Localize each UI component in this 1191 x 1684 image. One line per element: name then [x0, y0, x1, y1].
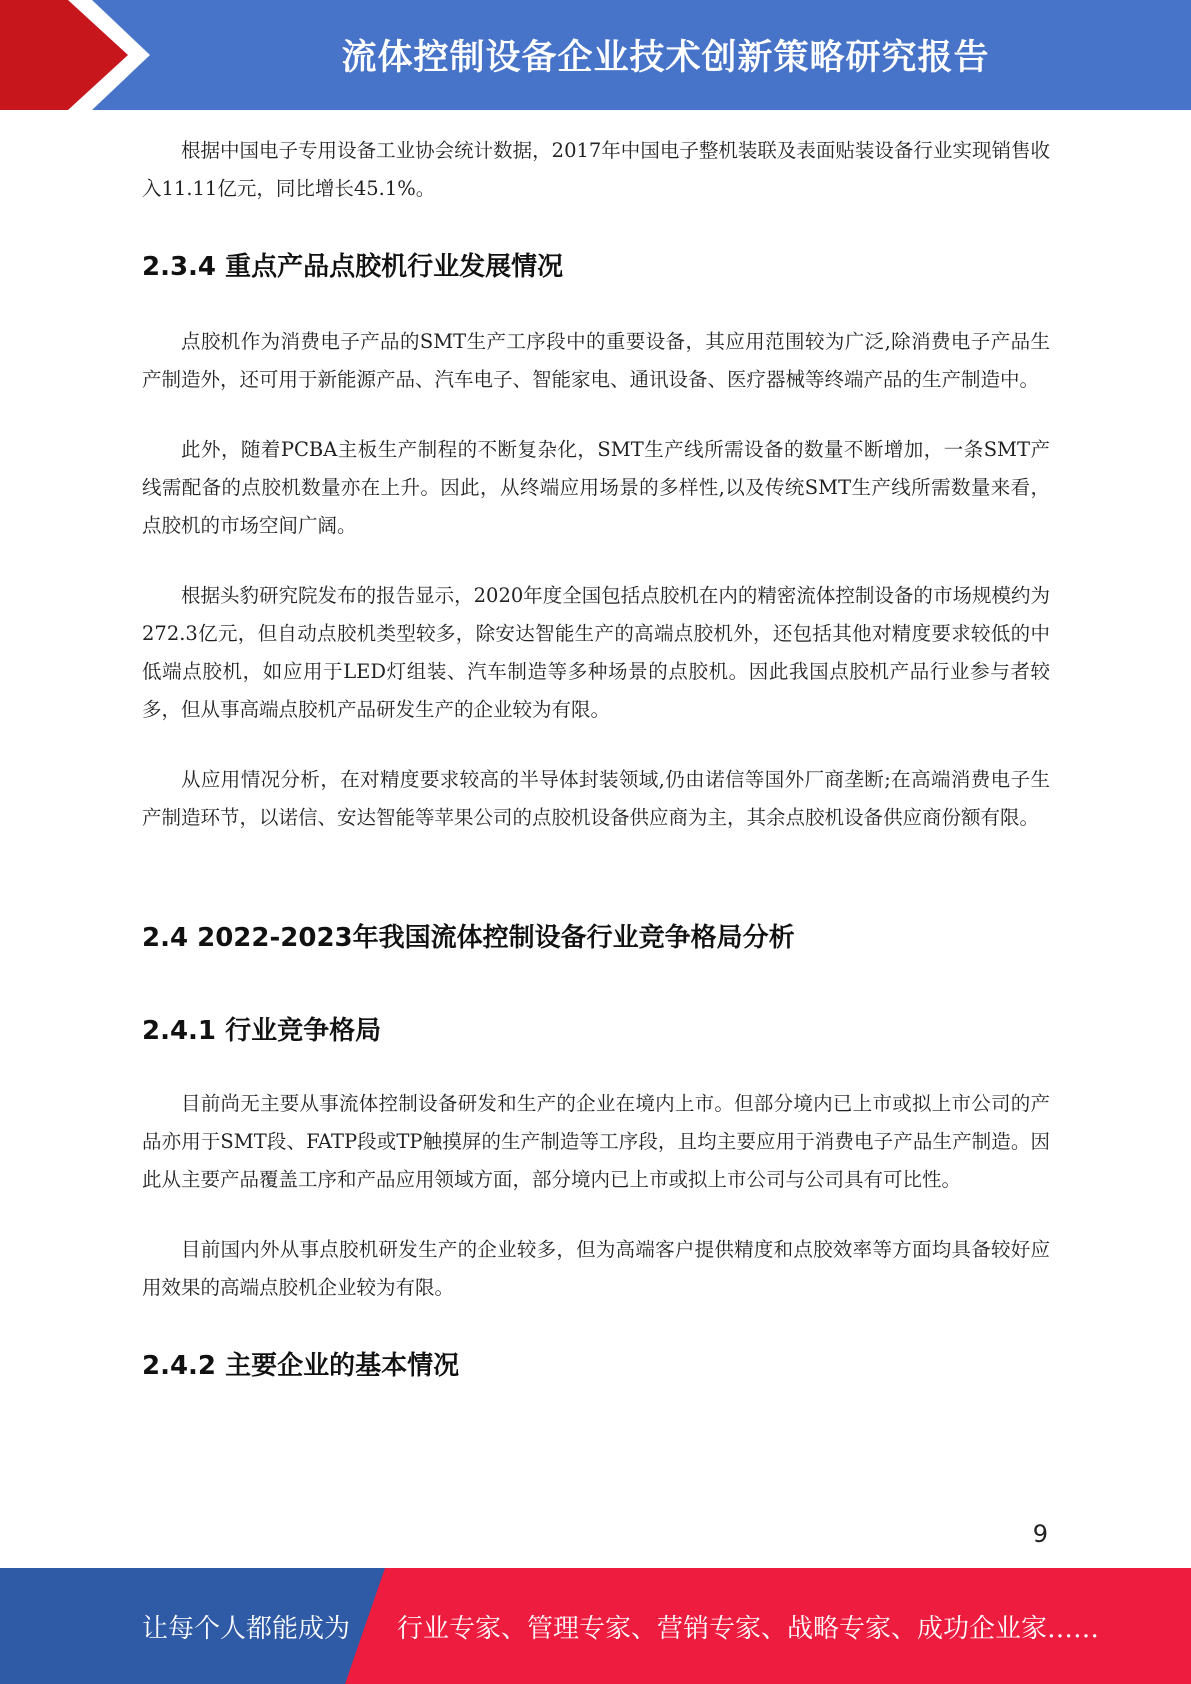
page-number: 9: [1032, 1520, 1048, 1548]
header-arrow-decoration: [0, 0, 160, 110]
heading-2-4-2: 2.4.2 主要企业的基本情况: [142, 1351, 460, 1381]
paragraph-sales-revenue: 根据中国电子专用设备工业协会统计数据，2017年中国电子整机装联及表面贴装设备行业实现销售收入11.11亿元，同比增长45.1%。: [142, 139, 1050, 200]
paragraph-application-analysis: 从应用情况分析，在对精度要求较高的半导体封装领域,仍由诺信等国外厂商垄断;在高端消费电子生产制造环节，以诺信、安达智能等苹果公司的点胶机设备供应商为主，其余点胶机设备供应商份额有限。: [142, 768, 1050, 829]
paragraph-market-size: 根据头豹研究院发布的报告显示，2020年度全国包括点胶机在内的精密流体控制设备的市场规模约为272.3亿元，但自动点胶机类型较多，除安达智能生产的高端点胶机外，还包括其他对精度要求较低的中低端点胶机，如应用于LED灯组装、汽车制造等多种场景的点胶机。因此我国点胶机产品行业参与者较多，但从事高端点胶机产品研发生产的企业较为有限。: [142, 584, 1050, 721]
paragraph-competition-landscape: 目前尚无主要从事流体控制设备研发和生产的企业在境内上市。但部分境内已上市或拟上市公司的产品亦用于SMT段、FATP段或TP触摸屏的生产制造等工序段，且均主要应用于消费电子产品生产制造。因此从主要产品覆盖工序和产品应用领域方面，部分境内已上市或拟上市公司与公司具有可比性。: [142, 1092, 1050, 1191]
heading-2-3-4: 2.3.4 重点产品点胶机行业发展情况: [142, 252, 564, 282]
paragraph-high-end-companies: 目前国内外从事点胶机研发生产的企业较多，但为高端客户提供精度和点胶效率等方面均具备较好应用效果的高端点胶机企业较为有限。: [142, 1238, 1050, 1299]
page-footer: [0, 1568, 1191, 1684]
paragraph-pcba-complexity: 此外，随着PCBA主板生产制程的不断复杂化，SMT生产线所需设备的数量不断增加，一条SMT产线需配备的点胶机数量亦在上升。因此，从终端应用场景的多样性,以及传统SMT生产线所需数量来看，点胶机的市场空间广阔。: [142, 438, 1050, 537]
paragraph-dispenser-application: 点胶机作为消费电子产品的SMT生产工序段中的重要设备，其应用范围较为广泛,除消费电子产品生产制造外，还可用于新能源产品、汽车电子、智能家电、通讯设备、医疗器械等终端产品的生产制造中。: [142, 330, 1050, 391]
footer-slogan-left: 让每个人都能成为: [142, 1613, 351, 1644]
heading-2-4: 2.4 2022-2023年我国流体控制设备行业竞争格局分析: [142, 923, 795, 953]
report-title: 流体控制设备企业技术创新策略研究报告: [341, 38, 990, 78]
page-content: [142, 132, 1050, 1382]
heading-2-4-1: 2.4.1 行业竞争格局: [142, 1016, 382, 1046]
footer-slogan-right: 行业专家、管理专家、营销专家、战略专家、成功企业家……: [397, 1613, 1100, 1644]
page-header: [0, 0, 1191, 110]
